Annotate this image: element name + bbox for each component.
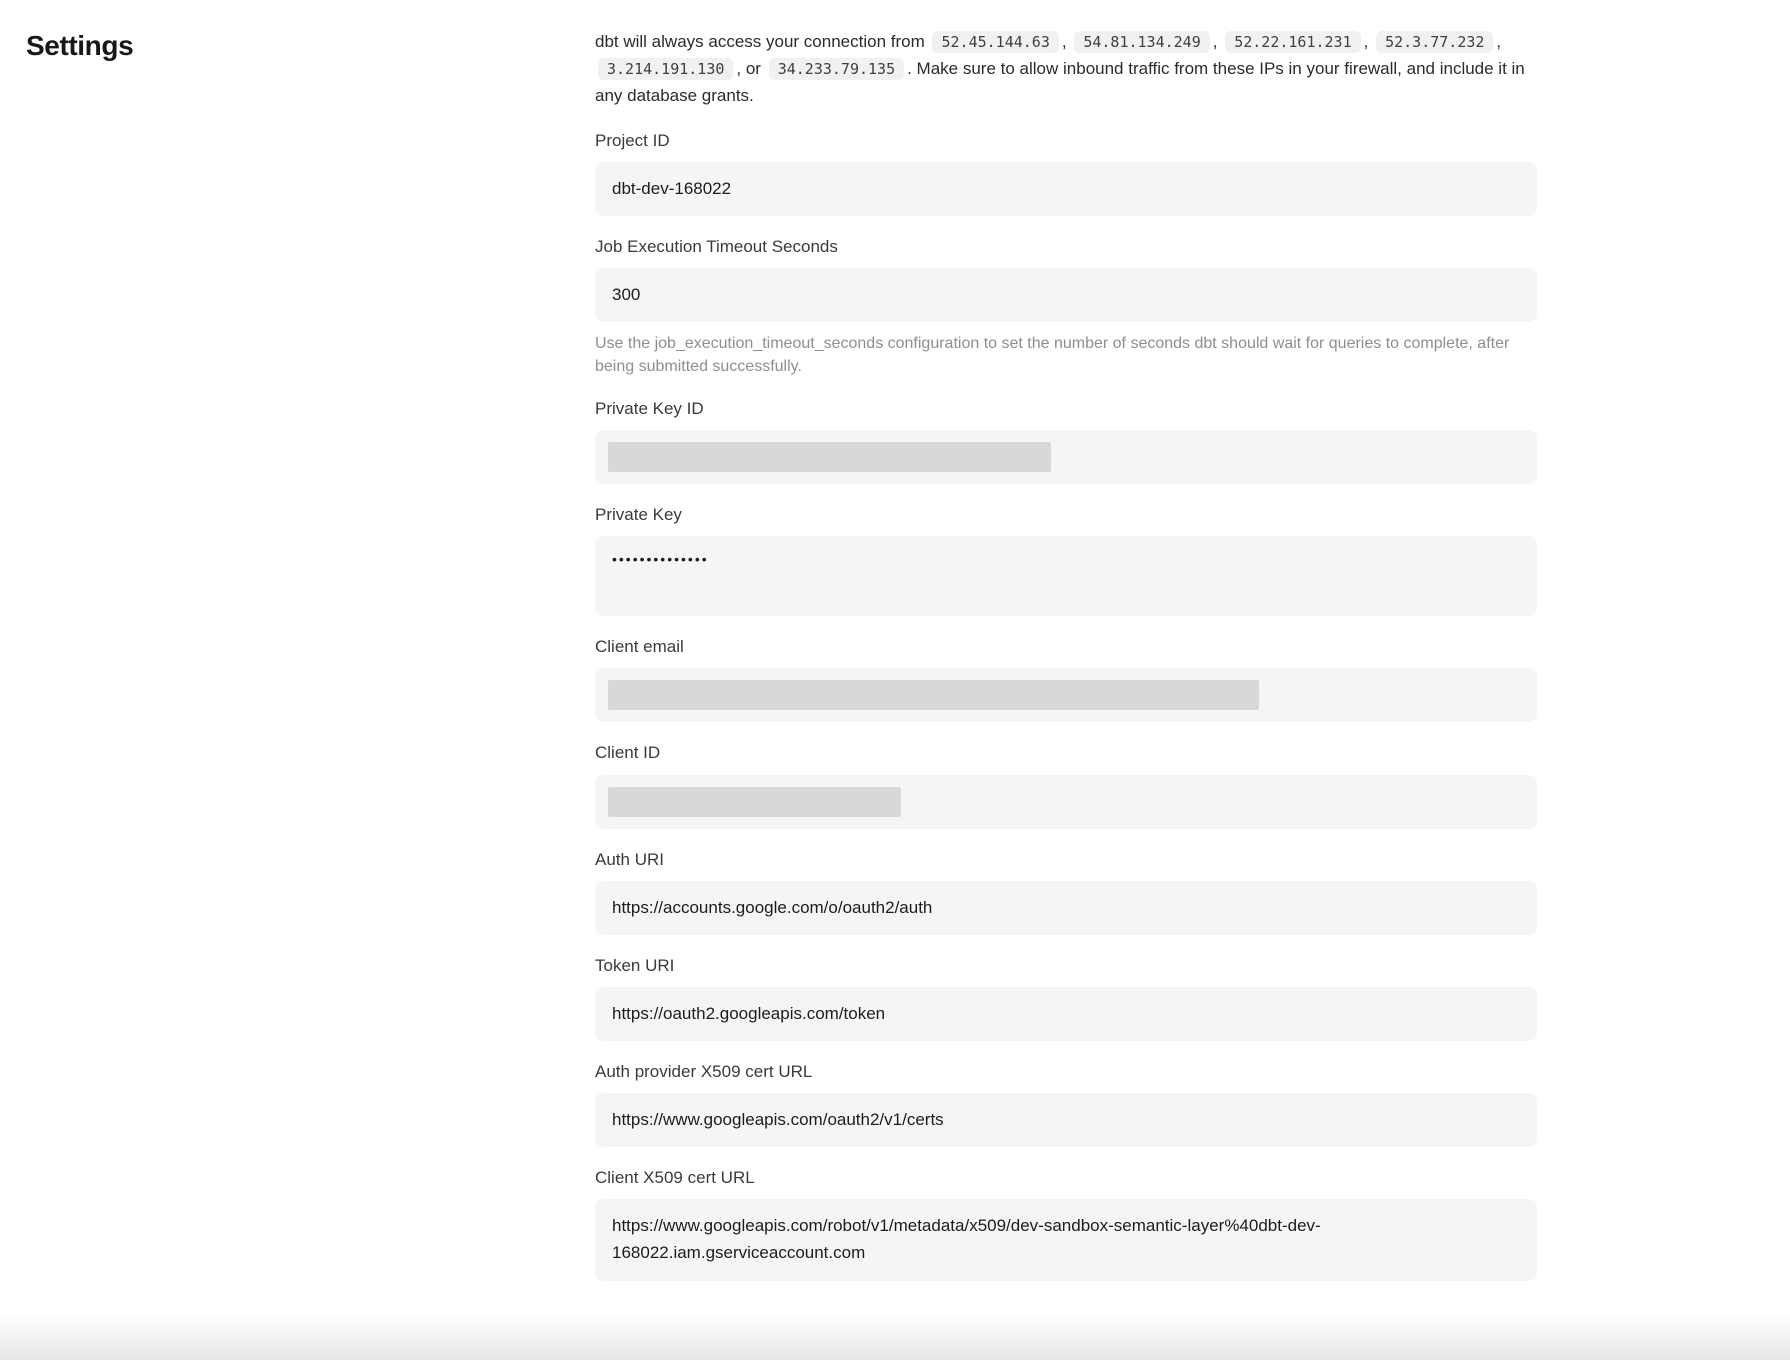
client-x509-cert-url-input[interactable]: https://www.googleapis.com/robot/v1/metadata/x509/dev-sandbox-semantic-layer%40dbt-dev-168022.iam.gserviceaccount.com	[595, 1199, 1537, 1281]
separator: ,	[1363, 32, 1369, 51]
separator: ,	[1061, 32, 1067, 51]
job-execution-timeout-input[interactable]	[595, 268, 1537, 322]
ip-address-chip: 3.214.191.130	[598, 58, 733, 80]
separator: ,	[1212, 32, 1218, 51]
field-client-x509-cert-url	[595, 1167, 1537, 1281]
client-email-label: Client email	[595, 637, 684, 657]
private-key-id-input[interactable]	[595, 430, 1537, 484]
connection-settings-form	[595, 0, 1537, 1301]
private-key-id-label: Private Key ID	[595, 399, 704, 419]
auth-provider-x509-cert-url-label: Auth provider X509 cert URL	[595, 1061, 813, 1081]
redacted-value-bar	[608, 787, 901, 817]
redacted-value-bar	[608, 680, 1259, 710]
field-client-id	[595, 742, 1537, 828]
client-x509-cert-url-label: Client X509 cert URL	[595, 1167, 755, 1187]
job-execution-timeout-label: Job Execution Timeout Seconds	[595, 236, 838, 256]
separator: ,	[1496, 32, 1502, 51]
project-id-label: Project ID	[595, 130, 670, 150]
client-id-input[interactable]	[595, 775, 1537, 829]
field-private-key	[595, 504, 1537, 616]
job-execution-timeout-helper: Use the job_execution_timeout_seconds configuration to set the number of seconds dbt should wait for queries to complete, after being submitted successfully.	[595, 334, 1510, 375]
ip-address-chip: 52.3.77.232	[1376, 31, 1493, 53]
field-private-key-id	[595, 398, 1537, 484]
page-title: Settings	[26, 30, 134, 61]
field-project-id	[595, 130, 1537, 216]
bottom-scroll-fade	[0, 1314, 1790, 1360]
auth-uri-label: Auth URI	[595, 849, 664, 869]
field-auth-uri	[595, 849, 1537, 935]
or-separator: , or	[736, 59, 761, 79]
client-id-label: Client ID	[595, 743, 661, 763]
notice-text-before: dbt will always access your connection from	[595, 32, 925, 51]
private-key-input[interactable]	[595, 536, 1537, 616]
auth-provider-x509-cert-url-input[interactable]	[595, 1093, 1537, 1147]
field-auth-provider-x509-cert-url	[595, 1061, 1537, 1147]
token-uri-input[interactable]	[595, 987, 1537, 1041]
field-token-uri	[595, 955, 1537, 1041]
ip-address-chip: 52.45.144.63	[932, 31, 1058, 53]
left-column	[0, 0, 595, 62]
ip-address-chip: 52.22.161.231	[1225, 31, 1360, 53]
auth-uri-input[interactable]	[595, 881, 1537, 935]
field-job-execution-timeout	[595, 236, 1537, 378]
project-id-input[interactable]	[595, 162, 1537, 216]
client-email-input[interactable]	[595, 668, 1537, 722]
token-uri-label: Token URI	[595, 955, 675, 975]
ip-address-chip: 54.81.134.249	[1074, 31, 1209, 53]
redacted-value-bar	[608, 442, 1051, 472]
field-client-email	[595, 636, 1537, 722]
notice-text-after: . Make sure to allow inbound traffic from these IPs in your firewall, and include it in any database grants.	[595, 59, 1525, 106]
private-key-label: Private Key	[595, 505, 682, 525]
ip-allowlist-notice	[595, 28, 1537, 110]
ip-address-chip: 34.233.79.135	[769, 58, 904, 80]
